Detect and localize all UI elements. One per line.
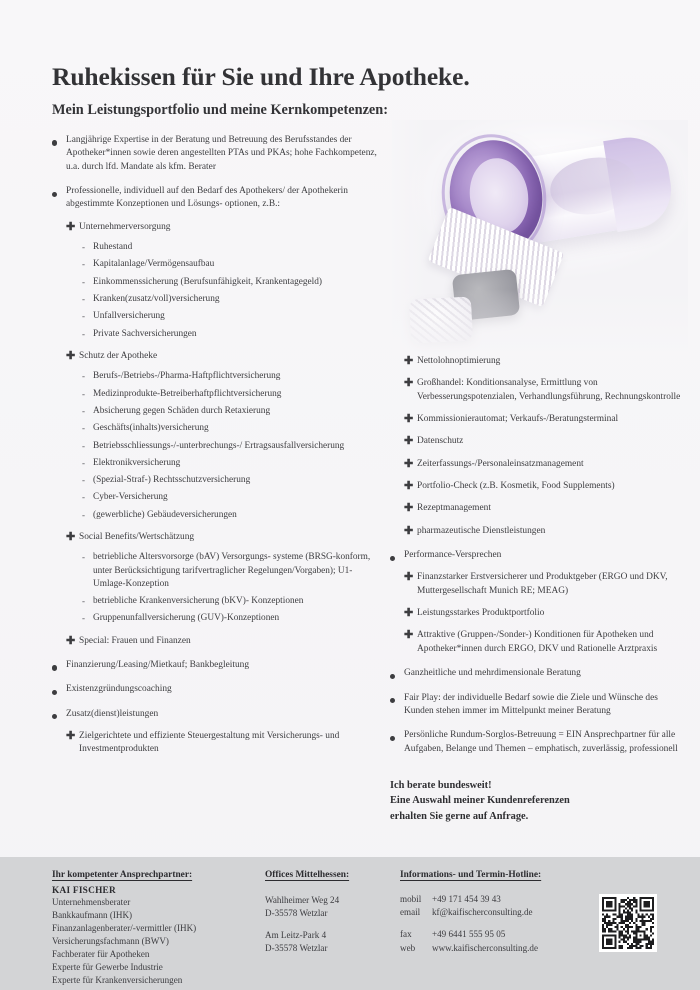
list-item [390, 549, 685, 562]
bullet-dash-icon: - [82, 492, 85, 503]
list-item-label: Attraktive (Gruppen-/Sonder-) Konditionen für Apotheken und Apotheker*innen durch ERGO, DKV und Rationelle Arztpraxis [417, 630, 658, 654]
list-item [390, 525, 685, 538]
list-item-label: Elektronikversicherung [93, 457, 181, 468]
list-item [390, 607, 685, 620]
address-city: D-35578 Wetzlar [265, 908, 328, 918]
list-item [52, 531, 382, 544]
hotline-heading: Informations- und Termin-Hotline: [400, 870, 542, 880]
hotline-entry-value: www.kaifischerconsulting.de [432, 942, 538, 953]
hotline-entry-label: fax [400, 929, 412, 940]
list-item-label: Gruppenunfallversicherung (GUV)-Konzeptionen [93, 613, 280, 624]
bullet-plus-icon: ✚ [404, 413, 414, 426]
dot-glyph [390, 698, 395, 703]
list-item [52, 350, 382, 363]
hotline-entry[interactable] [400, 928, 590, 941]
bullet-dash-icon: - [82, 596, 85, 606]
list-item [52, 328, 382, 341]
list-item-label: Schutz der Apotheke [79, 350, 158, 361]
list-item-label: Rezeptmanagement [417, 503, 491, 514]
list-item-label: Special: Frauen und Finanzen [79, 635, 191, 646]
bullet-dot-icon [52, 185, 66, 198]
services-column-left [52, 134, 382, 757]
list-item [52, 509, 382, 522]
offices-addresses [265, 894, 390, 955]
bullet-plus-icon: ✚ [404, 629, 414, 642]
bullet-dot-icon [52, 659, 66, 672]
qr-code[interactable] [599, 894, 657, 952]
list-item-label: Betriebsschliessungs-/-unterbrechungs-/ Ertragsausfallversicherung [93, 440, 345, 451]
bullet-dash-icon: - [82, 311, 85, 322]
hero-product-image [392, 120, 688, 355]
list-item-label: betriebliche Krankenversicherung (bKV)- Konzeptionen [93, 596, 304, 606]
bullet-plus-icon: ✚ [404, 435, 414, 448]
bullet-plus-icon: ✚ [404, 524, 414, 537]
qualification-line: Finanzanlagenberater/-vermittler (IHK) [52, 923, 197, 933]
list-item-label: Cyber-Versicherung [93, 492, 168, 503]
contact-qualifications [52, 896, 257, 987]
bullet-plus-icon: ✚ [404, 607, 414, 620]
list-item [52, 422, 382, 435]
bullet-dash-icon: - [82, 423, 85, 434]
contact-name: KAI FISCHER [52, 886, 116, 896]
list-item-label: Leistungsstarkes Produktportfolio [417, 608, 545, 619]
footer-hotline-block [400, 870, 590, 955]
hotline-entry-value: +49 6441 555 95 05 [432, 929, 506, 940]
list-item-label: pharmazeutische Dienstleistungen [417, 525, 546, 536]
dot-glyph [52, 690, 57, 695]
list-item [390, 571, 685, 598]
hotline-entry-value: kf@kaifischerconsulting.de [432, 907, 533, 918]
bullet-dash-icon: - [82, 276, 85, 287]
bullet-dot-icon [390, 549, 404, 562]
bullet-plus-icon: ✚ [66, 349, 76, 362]
list-item-label: (gewerbliche) Gebäudeversicherungen [93, 509, 237, 520]
list-item-label: Portfolio-Check (z.B. Kosmetik, Food Supplements) [417, 481, 615, 492]
dot-glyph [390, 556, 395, 561]
dot-glyph [390, 674, 395, 679]
bullet-dash-icon: - [82, 475, 85, 486]
qualification-line: Fachberater für Apotheken [52, 949, 150, 959]
bullet-dash-icon: - [82, 440, 85, 451]
list-item [390, 435, 685, 448]
list-item-label: Medizinprodukte-Betreiberhaftpflichtversicherung [93, 388, 282, 399]
list-item-label: Existenzgründungscoaching [66, 684, 172, 695]
bullet-dash-icon: - [82, 294, 85, 304]
bullet-dot-icon [52, 708, 66, 721]
list-item-label: Unfallversicherung [93, 311, 165, 322]
qualification-line: Unternehmensberater [52, 897, 131, 907]
list-item [52, 457, 382, 470]
dot-glyph [52, 714, 57, 719]
list-item-label: Unternehmerversorgung [79, 221, 171, 232]
bullet-dash-icon: - [82, 328, 85, 339]
bullet-dash-icon: - [82, 613, 85, 624]
list-item [52, 276, 382, 289]
list-item-label: Berufs-/Betriebs-/Pharma-Haftpflichtversicherung [93, 371, 281, 382]
list-item [52, 635, 382, 648]
list-item [52, 595, 382, 608]
list-item [52, 708, 382, 721]
address-city: D-35578 Wetzlar [265, 943, 328, 953]
bullet-plus-icon: ✚ [404, 355, 414, 367]
page-title: Ruhekissen für Sie und Ihre Apotheke. [52, 62, 470, 91]
list-item [390, 377, 685, 404]
qualification-line: Experte für Krankenversicherungen [52, 975, 183, 985]
list-item-label: Professionelle, individuell auf den Bedarf des Apothekers/ der Apothekerin abgestimmte Konzeptionen und Lösungs- optionen, z.B.: [66, 186, 348, 210]
list-item [52, 221, 382, 234]
list-item-label: Zusatz(dienst)leistungen [66, 708, 159, 719]
services-column-right [390, 346, 685, 824]
dot-glyph [52, 192, 57, 197]
list-item [390, 629, 685, 656]
list-item [390, 413, 685, 426]
list-item [52, 730, 382, 757]
list-item-label: Zeiterfassungs-/Personaleinsatzmanagement [417, 458, 584, 469]
list-item-label: Großhandel: Konditionsanalyse, Ermittlung von Verbesserungspotenzialen, Verhandlungsführung, Rechnungskontrolle [417, 378, 681, 402]
closing-line: erhalten Sie gerne auf Anfrage. [390, 810, 529, 822]
dot-glyph [52, 140, 57, 145]
hotline-entry-label: email [400, 907, 421, 918]
contact-heading: Ihr kompetenter Ansprechpartner: [52, 870, 193, 880]
hotline-entry-value: +49 171 454 39 43 [432, 894, 501, 904]
list-item-label: Kapitalanlage/Vermögensaufbau [93, 259, 215, 270]
hotline-entry[interactable] [400, 893, 590, 906]
list-item [52, 474, 382, 487]
list-item-label: Private Sachversicherungen [93, 328, 197, 339]
bullet-plus-icon: ✚ [404, 502, 414, 515]
hotline-entry-label: mobil [400, 894, 422, 904]
footer-contact-block [52, 870, 257, 987]
bullet-dash-icon: - [82, 259, 85, 270]
list-item [390, 692, 685, 719]
bullet-plus-icon: ✚ [66, 220, 76, 233]
list-item-label: Nettolohnoptimierung [417, 356, 501, 366]
closing-line: Ich berate bundesweit! [390, 779, 492, 791]
list-item-label: Kranken(zusatz/voll)versicherung [93, 294, 220, 304]
bullet-dot-icon [52, 683, 66, 696]
list-item-label: Ganzheitliche und mehrdimensionale Beratung [404, 668, 581, 679]
list-item [52, 551, 382, 591]
list-item [52, 310, 382, 323]
bullet-dash-icon: - [82, 405, 85, 416]
list-item [52, 258, 382, 271]
list-item [52, 293, 382, 306]
dot-glyph [390, 736, 395, 741]
list-item-label: Ruhestand [93, 242, 133, 253]
list-item-label: Finanzstarker Erstversicherer und Produktgeber (ERGO und DKV, Muttergesellschaft Munich RE; MEAG) [417, 572, 668, 596]
list-item-label: Langjährige Expertise in der Beratung und Betreuung des Berufsstandes der Apotheker*innen sowie deren angestellten PTAs und PKAs; hohe Fachkompetenz, u.a. durch lfd. Mandate als kfm. Berater [66, 135, 377, 172]
bullet-plus-icon: ✚ [66, 730, 76, 742]
list-item-label: Einkommenssicherung (Berufsunfähigkeit, Krankentagegeld) [93, 276, 322, 287]
bullet-plus-icon: ✚ [66, 531, 76, 544]
footer-bar [0, 857, 700, 990]
list-item-label: Geschäfts(inhalts)versicherung [93, 423, 209, 434]
list-item [52, 440, 382, 453]
bullet-dash-icon: - [82, 509, 85, 520]
list-item [52, 185, 382, 212]
list-item [52, 134, 382, 174]
list-item-label: Social Benefits/Wertschätzung [79, 532, 195, 543]
list-item-label: betriebliche Altersvorsorge (bAV) Versorgungs- systeme (BRSG-konform, unter Berücksichtigung tarifvertraglicher Regelungen/Vorgaben); U1-Umlage-Konzeption [93, 552, 371, 589]
address-street: Am Leitz-Park 4 [265, 930, 327, 940]
hotline-entry[interactable] [400, 942, 590, 955]
list-item-label: Absicherung gegen Schäden durch Retaxierung [93, 405, 271, 416]
bullet-dash-icon: - [82, 371, 85, 382]
dot-glyph [52, 665, 57, 670]
bullet-plus-icon: ✚ [404, 571, 414, 584]
list-item [390, 355, 685, 368]
list-item [390, 667, 685, 680]
list-item-label: Persönliche Rundum-Sorglos-Betreuung = EIN Ansprechpartner für alle Aufgaben, Belange und Themen – emphatisch, zuverlässig, professionell [404, 730, 678, 754]
bullet-dash-icon: - [82, 552, 85, 563]
page-subtitle: Mein Leistungsportfolio und meine Kernkompetenzen: [52, 102, 388, 118]
list-item-label: Kommissionierautomat; Verkaufs-/Beratungsterminal [417, 414, 619, 425]
bullet-plus-icon: ✚ [404, 377, 414, 390]
hotline-group [400, 928, 590, 954]
footer-offices-block [265, 870, 390, 955]
hotline-group [400, 893, 590, 919]
bullet-dot-icon [390, 729, 404, 742]
list-item-label: Datenschutz [417, 436, 464, 447]
hotline-entries [400, 893, 590, 955]
list-item-label: Fair Play: der individuelle Bedarf sowie die Ziele und Wünsche des Kunden stehen immer im Mittelpunkt meiner Beratung [404, 692, 658, 716]
list-item [390, 480, 685, 493]
list-item [390, 502, 685, 515]
address-street: Wahlheimer Weg 24 [265, 895, 340, 905]
list-item-label: (Spezial-Straf-) Rechtsschutzversicherung [93, 475, 251, 486]
bullet-dot-icon [52, 134, 66, 147]
photo-fade-overlay [392, 120, 688, 355]
list-item [52, 659, 382, 672]
bullet-dot-icon [390, 667, 404, 680]
list-item [52, 370, 382, 383]
list-item [390, 729, 685, 756]
office-address [265, 894, 390, 920]
closing-statement [390, 778, 685, 824]
office-address [265, 929, 390, 955]
list-item-label: Finanzierung/Leasing/Mietkauf; Bankbegleitung [66, 659, 250, 670]
list-item [52, 388, 382, 401]
hotline-entry-label: web [400, 942, 416, 953]
qualification-line: Versicherungsfachmann (BWV) [52, 936, 169, 946]
bullet-plus-icon: ✚ [404, 480, 414, 493]
list-item [52, 491, 382, 504]
qualification-line: Experte für Gewerbe Industrie [52, 962, 163, 972]
bullet-dash-icon: - [82, 457, 85, 468]
closing-line: Eine Auswahl meiner Kundenreferenzen [390, 795, 570, 807]
bullet-dash-icon: - [82, 388, 85, 399]
hotline-entry[interactable] [400, 906, 590, 919]
bullet-dot-icon [390, 692, 404, 705]
list-item-label: Performance-Versprechen [404, 550, 502, 561]
offices-heading: Offices Mittelhessen: [265, 870, 350, 880]
bullet-plus-icon: ✚ [66, 634, 76, 647]
qualification-line: Bankkaufmann (IHK) [52, 910, 133, 920]
bullet-dash-icon: - [82, 242, 85, 253]
list-item-label: Zielgerichtete und effiziente Steuergestaltung mit Versicherungs- und Investmentprodukten [79, 731, 340, 755]
list-item [52, 683, 382, 696]
list-item [52, 241, 382, 254]
list-item [52, 405, 382, 418]
list-item [390, 458, 685, 471]
bullet-plus-icon: ✚ [404, 457, 414, 470]
list-item [52, 612, 382, 625]
